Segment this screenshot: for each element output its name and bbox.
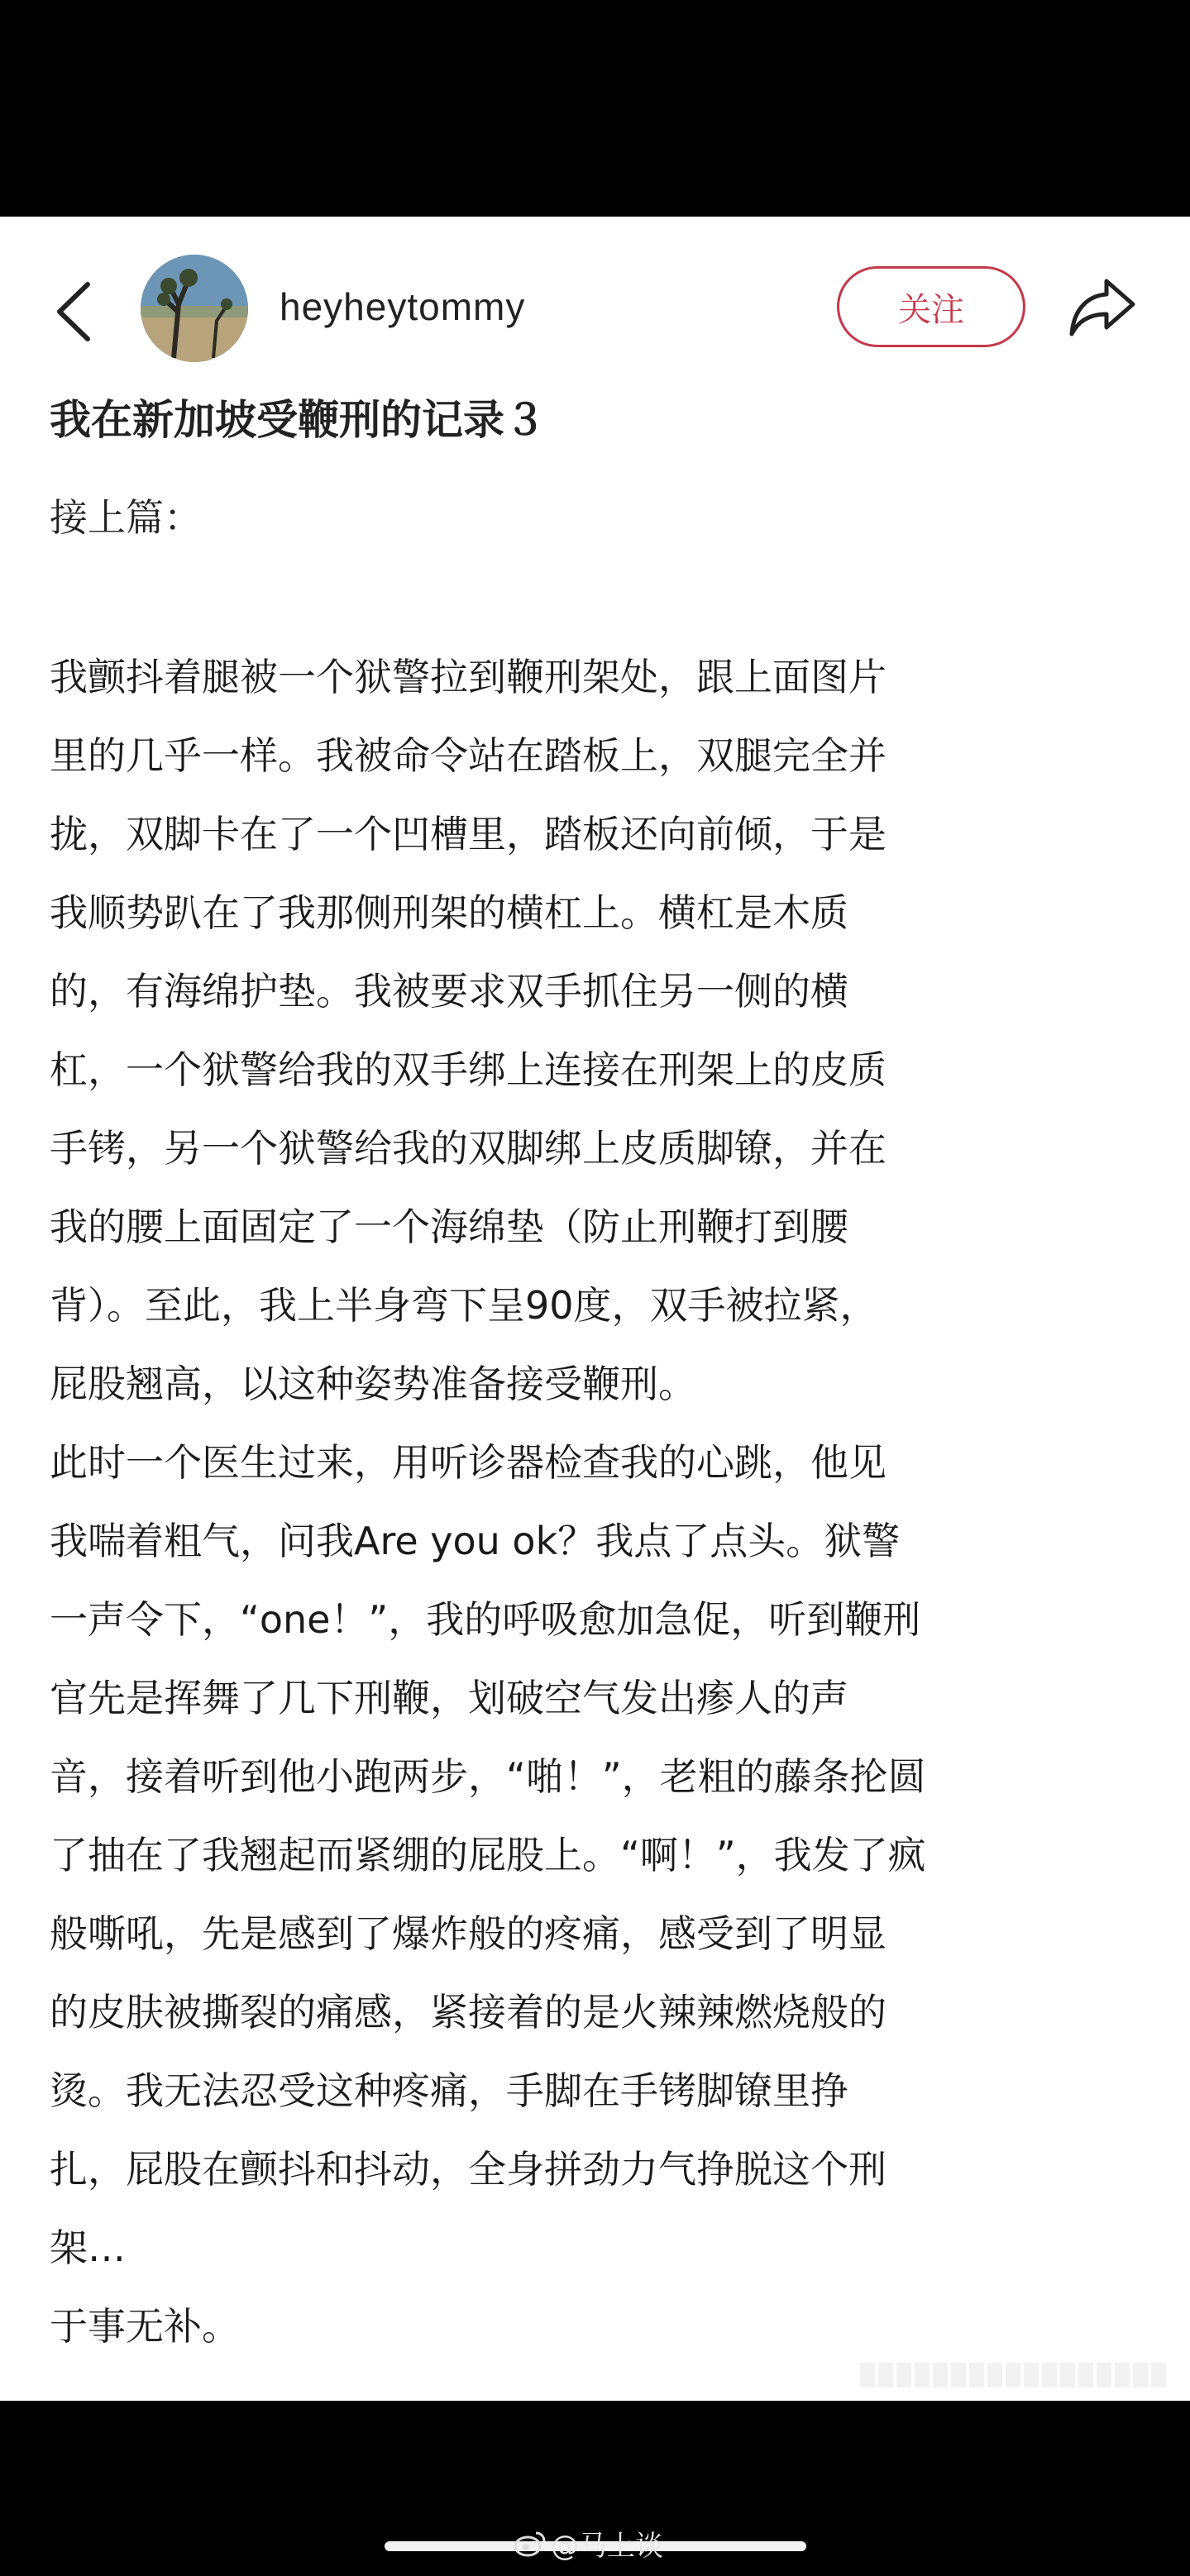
body-line: 手铐，另一个狱警给我的双脚绑上皮质脚镣，并在 xyxy=(50,1126,887,1171)
body-line: 此时一个医生过来，用听诊器检查我的心跳，他见 xyxy=(50,1440,887,1485)
page-indicator xyxy=(860,2363,1166,2388)
body-line: 官先是挥舞了几下刑鞭，划破空气发出瘆人的声 xyxy=(50,1676,848,1720)
top-bar xyxy=(0,0,1190,217)
post-body xyxy=(50,638,1141,2366)
body-line: 于事无补。 xyxy=(50,2304,240,2349)
body-line: 我喘着粗气，问我Are you ok？我点了点头。狱警 xyxy=(50,1519,901,1563)
body-line: 烫。我无法忍受这种疼痛，手脚在手铐脚镣里挣 xyxy=(50,2068,848,2113)
body-line: 我顺势趴在了我那侧刑架的横杠上。横杠是木质 xyxy=(50,890,848,935)
body-line: 音，接着听到他小跑两步，“啪！”，老粗的藤条抡圆 xyxy=(50,1754,926,1799)
body-line: 我的腰上面固定了一个海绵垫（防止刑鞭打到腰 xyxy=(50,1205,848,1249)
body-line: 扎，屁股在颤抖和抖动，全身拼劲力气挣脱这个刑 xyxy=(50,2147,887,2192)
post-title: 我在新加坡受鞭刑的记录３ xyxy=(50,396,546,444)
avatar[interactable] xyxy=(141,255,248,362)
body-line: 的皮肤被撕裂的痛感，紧接着的是火辣辣燃烧般的 xyxy=(50,1990,887,2035)
follow-button[interactable]: 关注 xyxy=(837,266,1025,347)
body-line: 架… xyxy=(50,2225,126,2270)
username[interactable]: heyheytommy xyxy=(280,285,526,328)
body-line: 了抽在了我翘起而紧绷的屁股上。“啊！”，我发了疯 xyxy=(50,1833,926,1877)
body-line: 一声令下，“one！”，我的呼吸愈加急促，听到鞭刑 xyxy=(50,1597,921,1642)
body-line: 我颤抖着腿被一个狱警拉到鞭刑架处，跟上面图片 xyxy=(50,655,887,699)
body-line: 杠，一个狱警给我的双手绑上连接在刑架上的皮质 xyxy=(50,1047,887,1092)
post-lead: 接上篇： xyxy=(50,495,202,540)
avatar-image xyxy=(141,255,248,362)
body-line: 拢，双脚卡在了一个凹槽里，踏板还向前倾，于是 xyxy=(50,812,887,856)
weibo-logo-icon xyxy=(513,2530,546,2558)
share-icon[interactable] xyxy=(1067,276,1138,339)
watermark-text: @马上谈 xyxy=(551,2530,663,2563)
body-line: 般嘶吼，先是感到了爆炸般的疼痛，感受到了明显 xyxy=(50,1911,887,1956)
body-line: 背）。至此，我上半身弯下呈90度，双手被拉紧， xyxy=(50,1283,878,1328)
back-arrow-icon[interactable] xyxy=(51,279,98,344)
body-line: 屁股翘高，以这种姿势准备接受鞭刑。 xyxy=(50,1362,696,1406)
watermark xyxy=(513,2523,663,2564)
body-line: 的，有海绵护垫。我被要求双手抓住另一侧的横 xyxy=(50,969,848,1014)
body-line: 里的几乎一样。我被命令站在踏板上，双腿完全并 xyxy=(50,733,887,778)
